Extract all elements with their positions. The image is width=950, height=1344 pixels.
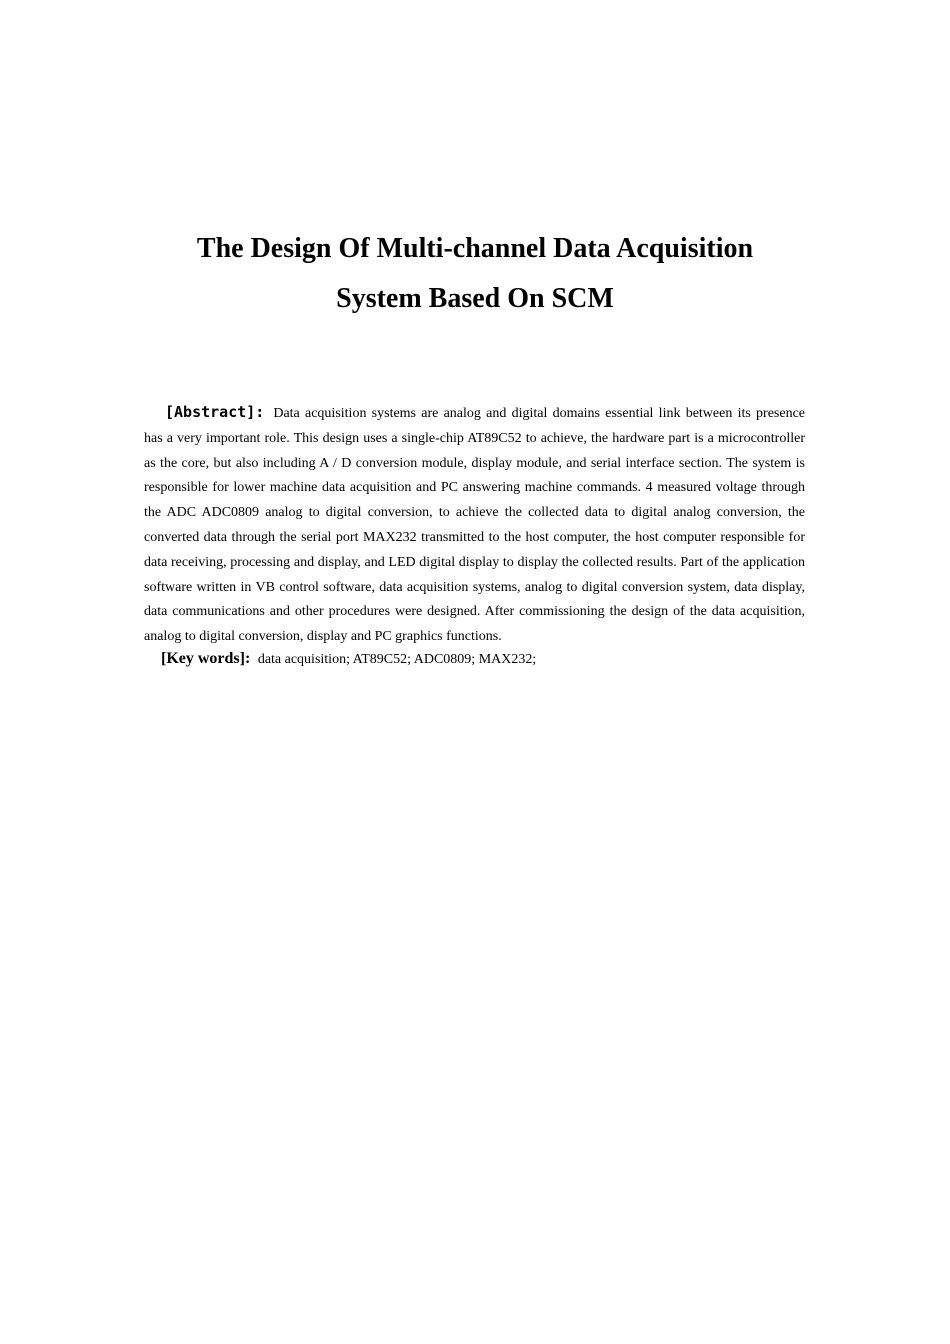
title-line-2: System Based On SCM xyxy=(336,283,614,314)
abstract-paragraph xyxy=(144,400,805,650)
title-line-1: The Design Of Multi-channel Data Acquisition xyxy=(196,233,754,264)
abstract-text: Data acquisition systems are analog and digital domains essential link between its presence has a very important role. This design uses a single-chip AT89C52 to achieve, the hardware part is a microcontroller as the core, but also including A / D conversion module, display module, and serial interface section. The system is responsible for lower machine data acquisition and PC answering machine commands. 4 measured voltage through the ADC ADC0809 analog to digital conversion, to achieve the collected data to digital analog conversion, the converted data through the serial port MAX232 transmitted to the host computer, the host computer responsible for data receiving, processing and display, and LED digital display to display the collected results. Part of the application software written in VB control software, data acquisition systems, analog to digital conversion system, data display, data communications and other procedures were designed. After commissioning the design of the data acquisition, analog to digital conversion, display and PC graphics functions. xyxy=(144,406,805,645)
keywords-text: data acquisition; AT89C52; ADC0809; MAX232; xyxy=(257,652,537,667)
keywords-label: [Key words]: xyxy=(161,650,251,667)
title-block xyxy=(0,224,950,324)
keywords-paragraph xyxy=(161,647,805,672)
abstract-label: [Abstract]: xyxy=(165,403,265,421)
